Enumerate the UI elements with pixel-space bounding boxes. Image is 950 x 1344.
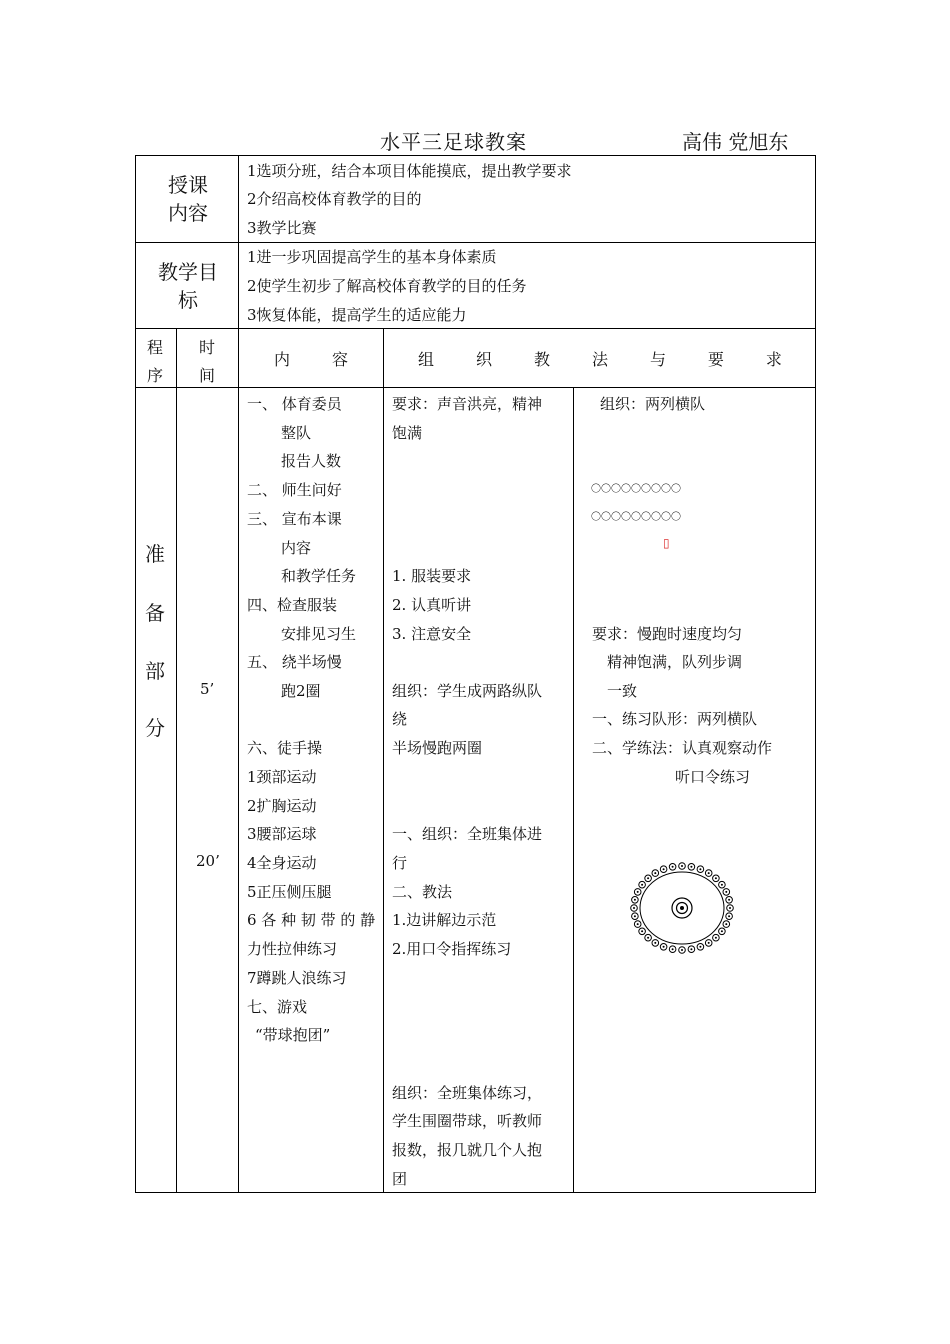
teaching-content-item: 2介绍高校体育教学的目的 xyxy=(247,190,422,208)
org-line: 一、练习队形：两列横队 xyxy=(592,710,758,728)
student-marker-dot xyxy=(634,899,636,901)
content-line: 报告人数 xyxy=(281,452,342,470)
student-marker-dot xyxy=(681,949,683,951)
col-divider xyxy=(573,387,574,1193)
header-org-method: 组 织 教 法 与 要 求 xyxy=(418,350,782,369)
teaching-goal-item: 2使学生初步了解高校体育教学的目的任务 xyxy=(247,277,527,295)
content-line: 一、 体育委员 xyxy=(247,395,342,413)
student-marker-dot xyxy=(725,891,727,893)
org-line: 一致 xyxy=(607,682,638,700)
content-line: 二、 师生问好 xyxy=(247,481,342,499)
student-marker-dot xyxy=(690,866,692,868)
content-line: “带球抱团” xyxy=(255,1026,331,1044)
content-line: 七、游戏 xyxy=(247,998,308,1016)
student-marker-dot xyxy=(715,937,717,939)
student-marker-dot xyxy=(633,907,635,909)
student-marker-dot xyxy=(654,872,656,874)
content-line: 6 各 种 韧 带 的 静 xyxy=(247,911,376,929)
content-line: 三、 宣布本课 xyxy=(247,510,342,528)
section-name-char: 部 xyxy=(145,659,165,683)
student-marker-dot xyxy=(699,868,701,870)
content-line: 四、检查服装 xyxy=(247,596,338,614)
circle-formation-diagram xyxy=(628,860,736,956)
student-marker-dot xyxy=(721,884,723,886)
org-line: 组织：两列横队 xyxy=(600,395,706,413)
content-line: 五、 绕半场慢 xyxy=(247,653,342,671)
student-marker-dot xyxy=(715,877,717,879)
student-marker-dot xyxy=(725,923,727,925)
student-marker-dot xyxy=(647,877,649,879)
method-line: 2.用口令指挥练习 xyxy=(392,940,512,958)
org-line: 要求：慢跑时速度均匀 xyxy=(592,625,743,643)
teaching-goal-item: 3恢复体能，提高学生的适应能力 xyxy=(247,306,467,324)
teaching-goal-item: 1进一步巩固提高学生的基本身体素质 xyxy=(247,248,497,266)
col-divider xyxy=(176,328,177,1193)
student-marker-dot xyxy=(728,899,730,901)
formation-row: 〇〇〇〇〇〇〇〇〇 xyxy=(591,512,681,523)
teaching-goals-label: 教学目 标 xyxy=(158,260,218,312)
student-marker-dot xyxy=(721,930,723,932)
student-marker-dot xyxy=(699,946,701,948)
time-value: 20’ xyxy=(196,852,220,870)
org-line: 二、学练法：认真观察动作 xyxy=(592,739,773,757)
content-line: 内容 xyxy=(281,539,312,557)
student-marker-dot xyxy=(637,891,639,893)
method-line: 要求：声音洪亮，精神 xyxy=(392,395,543,413)
method-line: 3. 注意安全 xyxy=(392,625,472,643)
student-marker-dot xyxy=(672,866,674,868)
lesson-title: 水平三足球教案 xyxy=(380,130,527,154)
student-marker-dot xyxy=(690,948,692,950)
method-line: 2. 认真听讲 xyxy=(392,596,472,614)
method-line: 1.边讲解边示范 xyxy=(392,911,497,929)
method-line: 二、教法 xyxy=(392,883,453,901)
student-marker-dot xyxy=(708,942,710,944)
header-content: 内 容 xyxy=(274,350,348,369)
time-value: 5’ xyxy=(200,680,215,698)
method-line: 半场慢跑两圈 xyxy=(392,739,483,757)
col-divider xyxy=(383,328,384,1193)
student-marker-dot xyxy=(729,907,731,909)
ball-center xyxy=(680,906,684,910)
student-marker-dot xyxy=(728,915,730,917)
content-line: 整队 xyxy=(281,424,312,442)
student-marker-dot xyxy=(663,946,665,948)
method-line: 组织：学生成两路纵队 xyxy=(392,682,543,700)
content-line: 安排见习生 xyxy=(281,625,357,643)
method-line: 组织：全班集体练习， xyxy=(392,1084,543,1102)
student-marker-dot xyxy=(663,868,665,870)
content-line: 7蹲跳人浪练习 xyxy=(247,969,347,987)
content-line: 六、徒手操 xyxy=(247,739,323,757)
org-line: 精神饱满，队列步调 xyxy=(607,653,743,671)
content-line: 力性拉伸练习 xyxy=(247,940,338,958)
student-marker-dot xyxy=(641,930,643,932)
content-line: 跑2圈 xyxy=(281,682,321,700)
student-marker-dot xyxy=(672,948,674,950)
org-line: 听口令练习 xyxy=(675,768,751,786)
method-line: 饱满 xyxy=(392,424,423,442)
method-line: 团 xyxy=(392,1170,408,1188)
student-marker-dot xyxy=(654,942,656,944)
col-divider xyxy=(238,155,239,1193)
teaching-content-item: 3教学比赛 xyxy=(247,219,317,237)
content-line: 4全身运动 xyxy=(247,854,317,872)
header-sequence: 程 序 xyxy=(147,338,164,385)
method-line: 1. 服装要求 xyxy=(392,567,472,585)
content-line: 1颈部运动 xyxy=(247,768,317,786)
method-line: 行 xyxy=(392,854,408,872)
student-marker-dot xyxy=(634,915,636,917)
student-marker-dot xyxy=(637,923,639,925)
section-name-char: 备 xyxy=(145,601,165,625)
content-line: 2扩胸运动 xyxy=(247,797,317,815)
method-line: 一、组织：全班集体进 xyxy=(392,825,543,843)
student-marker-dot xyxy=(647,937,649,939)
teaching-content-label: 授课 内容 xyxy=(168,173,208,225)
content-line: 3腰部运球 xyxy=(247,825,317,843)
student-marker-dot xyxy=(681,865,683,867)
section-name-char: 准 xyxy=(145,542,165,566)
section-name-char: 分 xyxy=(145,716,165,740)
teacher-mark: ▯ xyxy=(663,536,670,550)
teaching-content-item: 1选项分班，结合本项目体能摸底，提出教学要求 xyxy=(247,162,572,180)
header-time: 时 间 xyxy=(199,338,216,385)
content-line: 5正压侧压腿 xyxy=(247,883,332,901)
method-line: 学生围圈带球，听教师 xyxy=(392,1112,543,1130)
formation-row: 〇〇〇〇〇〇〇〇〇 xyxy=(591,484,681,495)
lesson-authors: 高伟 党旭东 xyxy=(682,130,789,154)
method-line: 报数，报几就几个人抱 xyxy=(392,1141,543,1159)
student-marker-dot xyxy=(708,872,710,874)
content-line: 和教学任务 xyxy=(281,567,357,585)
student-marker-dot xyxy=(641,884,643,886)
method-line: 绕 xyxy=(392,710,408,728)
